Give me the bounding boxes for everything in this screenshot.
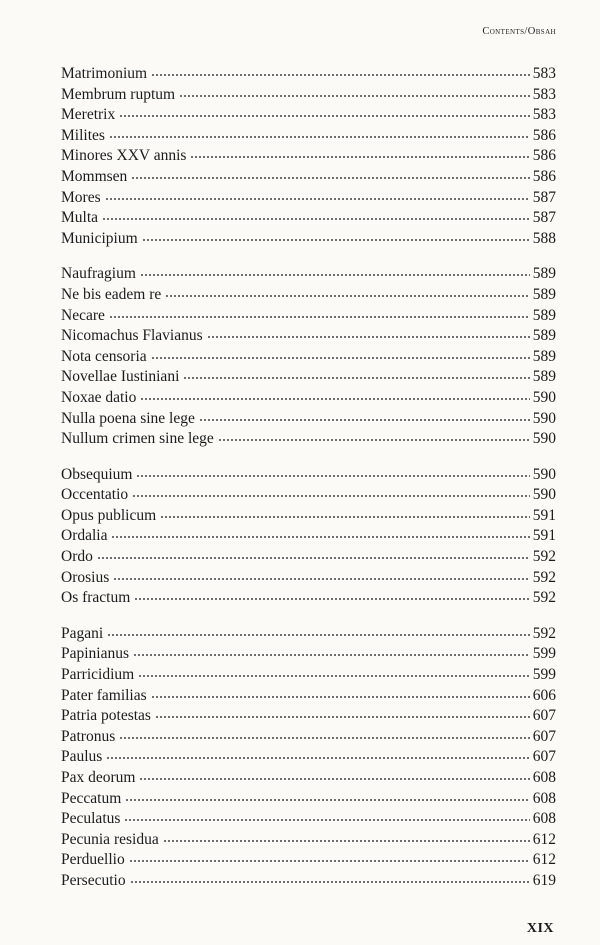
toc-entry <box>61 526 556 547</box>
toc-entry-page: 589 <box>532 265 556 283</box>
toc-entry <box>61 727 556 748</box>
toc-entry <box>61 624 556 645</box>
toc-entry <box>61 871 556 892</box>
toc-entry-term: Persecutio <box>61 871 126 889</box>
toc-entry-page: 591 <box>532 527 556 545</box>
toc-entry <box>61 146 556 167</box>
toc-entry-term: Paulus <box>61 748 103 766</box>
toc-entry-page: 607 <box>532 727 556 745</box>
toc-entry <box>61 568 556 589</box>
toc-entry-term: Novellae Iustiniani <box>61 368 180 386</box>
toc-entry-term: Pagani <box>61 624 104 642</box>
dot-leader <box>102 217 530 221</box>
dot-leader <box>109 135 530 139</box>
toc-entry-term: Patria potestas <box>61 707 151 725</box>
dot-leader <box>151 356 530 360</box>
dot-leader <box>124 818 529 822</box>
toc-entry <box>61 706 556 727</box>
toc-entry-page: 607 <box>532 707 556 725</box>
toc-entry-term: Necare <box>61 306 105 324</box>
dot-leader <box>151 695 530 699</box>
toc-entry <box>61 264 556 285</box>
toc-entry-page: 589 <box>532 347 556 365</box>
toc-entry <box>61 789 556 810</box>
dot-leader <box>109 315 530 319</box>
dot-leader <box>130 880 530 884</box>
toc-entry-term: Ordalia <box>61 527 108 545</box>
toc-entry <box>61 686 556 707</box>
toc-entry-page: 589 <box>532 306 556 324</box>
toc-entry-term: Nicomachus Flavianus <box>61 327 203 345</box>
dot-leader <box>218 438 530 442</box>
dot-leader <box>160 515 530 519</box>
dot-leader <box>155 715 530 719</box>
dot-leader <box>139 777 529 781</box>
toc-entry-term: Peculatus <box>61 810 121 828</box>
toc-entry <box>61 367 556 388</box>
toc-entry <box>61 665 556 686</box>
toc-entry-term: Milites <box>61 126 105 144</box>
toc-entry-page: 583 <box>532 106 556 124</box>
dot-leader <box>105 197 530 201</box>
toc-entry <box>61 85 556 106</box>
toc-entry-term: Perduellio <box>61 851 125 869</box>
toc-entry <box>61 429 556 450</box>
toc-entry-term: Mores <box>61 188 101 206</box>
dot-leader <box>165 294 529 298</box>
toc-entry <box>61 850 556 871</box>
toc-entry-term: Nullum crimen sine lege <box>61 430 214 448</box>
toc-group <box>61 624 556 892</box>
toc-entry-term: Nota censoria <box>61 347 147 365</box>
toc-entry <box>61 809 556 830</box>
toc-entry-term: Noxae datio <box>61 388 137 406</box>
toc-entry-term: Parricidium <box>61 666 135 684</box>
toc-entry <box>61 409 556 430</box>
dot-leader <box>207 335 530 339</box>
dot-leader <box>151 73 530 77</box>
toc-group <box>61 264 556 449</box>
toc-entry-term: Meretrix <box>61 106 116 124</box>
toc-entry-page: 590 <box>532 486 556 504</box>
toc-entry-page: 607 <box>532 748 556 766</box>
toc-entry <box>61 64 556 85</box>
table-of-contents <box>61 64 556 907</box>
toc-entry <box>61 644 556 665</box>
toc-entry-page: 608 <box>532 810 556 828</box>
dot-leader <box>140 273 530 277</box>
toc-entry <box>61 306 556 327</box>
toc-group <box>61 64 556 249</box>
toc-entry-page: 599 <box>532 645 556 663</box>
toc-entry-term: Mommsen <box>61 167 128 185</box>
toc-entry <box>61 347 556 368</box>
toc-entry-term: Pax deorum <box>61 769 136 786</box>
toc-entry-page: 608 <box>532 769 556 786</box>
toc-entry-page: 592 <box>532 568 556 586</box>
toc-entry <box>61 465 556 486</box>
toc-entry-page: 590 <box>532 388 556 406</box>
toc-entry-term: Pecunia residua <box>61 830 159 848</box>
toc-entry-term: Naufragium <box>61 265 136 283</box>
toc-entry <box>61 229 556 250</box>
dot-leader <box>183 376 529 380</box>
toc-entry-term: Municipium <box>61 229 138 247</box>
toc-entry-term: Ordo <box>61 548 93 566</box>
toc-entry-term: Orosius <box>61 568 110 586</box>
toc-entry-page: 591 <box>532 506 556 524</box>
toc-entry-page: 583 <box>532 85 556 103</box>
toc-entry-term: Minores XXV annis <box>61 147 187 165</box>
toc-entry-page: 608 <box>532 789 556 807</box>
toc-entry-page: 592 <box>532 548 556 566</box>
toc-entry-page: 590 <box>532 430 556 448</box>
toc-entry-page: 586 <box>532 147 556 165</box>
toc-entry <box>61 747 556 768</box>
toc-entry-page: 589 <box>532 368 556 386</box>
dot-leader <box>97 556 530 560</box>
toc-entry-term: Occentatio <box>61 486 129 504</box>
page-number: XIX <box>526 921 554 936</box>
toc-entry <box>61 326 556 347</box>
dot-leader <box>142 238 530 242</box>
toc-entry-page: 606 <box>532 686 556 704</box>
toc-entry-page: 587 <box>532 209 556 227</box>
toc-entry-page: 612 <box>532 830 556 848</box>
toc-entry <box>61 506 556 527</box>
dot-leader <box>134 597 529 601</box>
toc-entry-term: Matrimonium <box>61 65 148 82</box>
toc-entry <box>61 588 556 609</box>
dot-leader <box>140 397 529 401</box>
toc-entry-term: Patronus <box>61 727 116 745</box>
toc-entry-page: 619 <box>532 871 556 889</box>
dot-leader <box>113 577 530 581</box>
dot-leader <box>136 474 529 478</box>
toc-entry <box>61 167 556 188</box>
toc-entry <box>61 768 556 789</box>
toc-entry-page: 589 <box>532 327 556 345</box>
dot-leader <box>107 633 530 637</box>
dot-leader <box>119 114 530 118</box>
dot-leader <box>133 653 530 657</box>
toc-entry-page: 588 <box>532 229 556 247</box>
toc-entry-page: 599 <box>532 666 556 684</box>
toc-entry <box>61 188 556 209</box>
toc-entry-page: 592 <box>532 624 556 642</box>
toc-entry-term: Multa <box>61 209 99 227</box>
toc-entry <box>61 126 556 147</box>
toc-entry-term: Ne bis eadem re <box>61 285 162 303</box>
dot-leader <box>125 798 529 802</box>
dot-leader <box>132 494 530 498</box>
toc-entry <box>61 388 556 409</box>
toc-entry <box>61 547 556 568</box>
dot-leader <box>129 859 530 863</box>
toc-entry-page: 590 <box>532 409 556 427</box>
toc-entry-term: Opus publicum <box>61 506 157 524</box>
toc-entry-page: 586 <box>532 167 556 185</box>
toc-entry-page: 612 <box>532 851 556 869</box>
toc-entry-page: 586 <box>532 126 556 144</box>
dot-leader <box>138 674 530 678</box>
dot-leader <box>111 535 529 539</box>
dot-leader <box>163 839 530 843</box>
toc-entry <box>61 830 556 851</box>
toc-entry-page: 590 <box>532 465 556 483</box>
toc-entry-page: 583 <box>532 65 556 82</box>
dot-leader <box>106 756 529 760</box>
toc-entry-term: Os fractum <box>61 589 131 607</box>
dot-leader <box>190 155 529 159</box>
toc-entry-term: Pater familias <box>61 686 147 704</box>
toc-entry-page: 587 <box>532 188 556 206</box>
dot-leader <box>131 176 529 180</box>
dot-leader <box>179 94 530 98</box>
toc-entry <box>61 208 556 229</box>
toc-entry <box>61 485 556 506</box>
toc-entry-term: Papinianus <box>61 645 130 663</box>
toc-entry-term: Membrum ruptum <box>61 85 176 103</box>
toc-entry-page: 589 <box>532 285 556 303</box>
toc-group <box>61 465 556 609</box>
toc-entry-term: Peccatum <box>61 789 122 807</box>
running-header: Contents/Obsah <box>482 26 556 37</box>
toc-entry <box>61 105 556 126</box>
toc-entry-term: Nulla poena sine lege <box>61 409 195 427</box>
toc-entry <box>61 285 556 306</box>
toc-entry-term: Obsequium <box>61 465 133 483</box>
toc-entry-page: 592 <box>532 589 556 607</box>
dot-leader <box>199 418 530 422</box>
dot-leader <box>119 736 530 740</box>
